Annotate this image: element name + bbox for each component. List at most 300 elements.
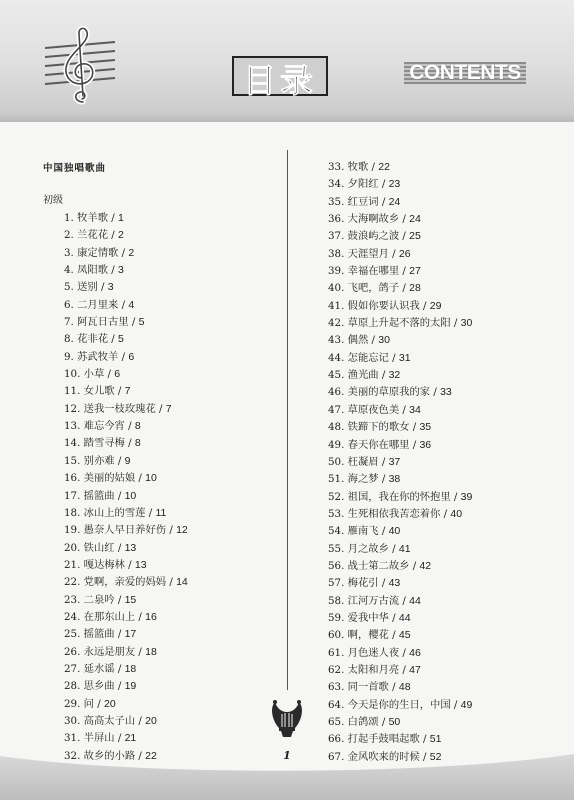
- toc-entry-title: 铁山红: [83, 541, 115, 554]
- toc-entry-title: 永远是朋友: [83, 645, 136, 658]
- toc-entry-separator: /: [118, 246, 129, 259]
- toc-entry-number: 2.: [64, 229, 74, 242]
- toc-entry-separator: /: [450, 317, 461, 330]
- toc-entry-page: 28: [409, 282, 421, 295]
- toc-entry: [64, 661, 273, 678]
- toc-entry-page: 40: [450, 507, 463, 520]
- toc-entry: [328, 523, 568, 540]
- toc-entry: [328, 194, 568, 211]
- toc-entry-number: 1.: [64, 212, 74, 224]
- toc-entry-number: 63.: [328, 681, 345, 694]
- toc-entry-page: 47: [409, 663, 421, 676]
- toc-entry-number: 28.: [64, 680, 81, 693]
- toc-entry: [64, 401, 273, 418]
- toc-entry-number: 11.: [64, 385, 81, 398]
- toc-entry-page: 19: [124, 680, 137, 693]
- toc-entry-number: 66.: [328, 733, 345, 746]
- toc-entry-title: 摇篮曲: [83, 489, 115, 502]
- toc-entry: [64, 383, 273, 400]
- toc-entry-title: 金风吹来的时候: [347, 750, 420, 763]
- toc-entry: [64, 678, 273, 695]
- toc-entry-number: 36.: [328, 213, 345, 226]
- toc-entry-title: 爱我中华: [347, 611, 389, 624]
- toc-entry-separator: /: [135, 749, 146, 762]
- toc-entry-page: 21: [124, 732, 137, 745]
- toc-entry-page: 36: [419, 438, 432, 451]
- toc-entry-separator: /: [378, 577, 389, 590]
- toc-entry: [328, 384, 568, 401]
- toc-entry-title: 二泉吟: [83, 593, 115, 606]
- toc-entry-separator: /: [450, 698, 461, 711]
- toc-entry-title: 月色迷人夜: [347, 646, 400, 659]
- toc-entry-title: 鼓浪屿之波: [347, 230, 400, 243]
- toc-entry-title: 苏武牧羊: [77, 350, 119, 363]
- toc-entry-page: 48: [398, 681, 411, 694]
- toc-entry-number: 51.: [328, 473, 345, 486]
- toc-entry-number: 64.: [328, 698, 345, 711]
- toc-entry-number: 25.: [64, 628, 81, 641]
- toc-entry-page: 7: [165, 402, 172, 415]
- toc-entry-separator: /: [104, 368, 115, 381]
- toc-entry-separator: /: [378, 195, 389, 208]
- toc-entry-number: 35.: [328, 195, 345, 208]
- toc-entry-separator: /: [419, 733, 430, 746]
- toc-entry-page: 3: [118, 264, 124, 277]
- toc-entry-page: 24: [388, 195, 401, 208]
- toc-entry-separator: /: [93, 697, 104, 710]
- toc-entry-number: 30.: [64, 714, 81, 727]
- toc-entry-page: 44: [409, 594, 421, 607]
- toc-entry: [64, 557, 273, 574]
- column-divider: [287, 150, 288, 690]
- toc-entry: [328, 489, 568, 506]
- level-title: 初级: [43, 195, 63, 206]
- toc-entry-page: 5: [118, 333, 124, 346]
- toc-entry-page: 10: [124, 489, 137, 502]
- toc-entry: [328, 263, 568, 280]
- toc-entry-separator: /: [114, 593, 125, 606]
- toc-entry: [64, 609, 273, 626]
- toc-entry-page: 11: [155, 506, 167, 519]
- toc-entry-separator: /: [450, 490, 461, 503]
- toc-entry: [64, 349, 273, 366]
- toc-entry-page: 30: [460, 317, 473, 330]
- toc-entry-title: 白鸽颂: [347, 716, 379, 728]
- toc-entry-page: 1: [118, 212, 124, 224]
- toc-entry-page: 40: [388, 525, 401, 538]
- toc-entry-separator: /: [399, 594, 410, 607]
- toc-entry: [328, 437, 568, 454]
- toc-entry-separator: /: [399, 282, 410, 295]
- toc-entry: [64, 453, 273, 470]
- toc-entry-separator: /: [430, 386, 441, 399]
- toc-entry-separator: /: [388, 681, 399, 694]
- toc-entry-title: 太阳和月亮: [347, 663, 400, 676]
- toc-entry-number: 41.: [328, 299, 345, 312]
- toc-entry-number: 46.: [328, 386, 345, 399]
- toc-entry-separator: /: [128, 316, 139, 329]
- toc-entry-separator: /: [378, 369, 389, 382]
- toc-entry: [64, 331, 273, 348]
- toc-entry-page: 20: [145, 714, 157, 727]
- toc-entry-separator: /: [97, 281, 108, 294]
- toc-entry: [328, 246, 568, 263]
- toc-entry-number: 55.: [328, 542, 345, 555]
- toc-entry-number: 15.: [64, 454, 81, 467]
- toc-entry: [328, 211, 568, 228]
- toc-right-column: [328, 159, 568, 766]
- toc-entry-number: 61.: [328, 646, 345, 659]
- toc-entry-number: 40.: [328, 282, 345, 295]
- toc-entry-title: 牧歌: [347, 161, 369, 173]
- toc-entry: [328, 176, 568, 193]
- toc-entry: [328, 610, 568, 627]
- toc-entry-page: 39: [460, 490, 473, 503]
- toc-entry-separator: /: [388, 247, 399, 260]
- toc-entry-page: 38: [388, 473, 401, 486]
- toc-entry-title: 愚奈人早日养好伤: [83, 524, 167, 537]
- toc-entry-number: 23.: [64, 593, 81, 606]
- toc-entry-page: 9: [124, 454, 131, 467]
- toc-entry-separator: /: [108, 264, 119, 277]
- toc-entry-number: 57.: [328, 577, 345, 590]
- toc-entry-number: 43.: [328, 334, 345, 347]
- toc-entry-page: 17: [124, 628, 137, 641]
- toc-entry-separator: /: [124, 437, 135, 450]
- toc-entry-number: 13.: [64, 420, 81, 433]
- toc-entry-title: 康定情歌: [77, 246, 119, 259]
- toc-entry-number: 19.: [64, 524, 81, 537]
- page-title-english: CONTENTS: [409, 61, 521, 84]
- toc-entry-separator: /: [399, 265, 410, 278]
- toc-entry-title: 海之梦: [347, 473, 379, 486]
- toc-entry-number: 22.: [64, 576, 81, 589]
- toc-entry-separator: /: [378, 455, 389, 468]
- toc-entry: [328, 697, 568, 714]
- toc-entry-title: 铁蹄下的歌女: [347, 421, 410, 434]
- toc-entry-number: 14.: [64, 437, 81, 450]
- toc-entry-number: 6.: [64, 298, 74, 311]
- toc-entry-page: 33: [440, 386, 452, 399]
- toc-entry-number: 45.: [328, 369, 345, 382]
- toc-entry: [64, 470, 273, 487]
- toc-entry: [328, 280, 568, 297]
- toc-entry-page: 26: [398, 247, 411, 260]
- toc-entry-number: 39.: [328, 265, 345, 278]
- toc-entry-separator: /: [118, 350, 129, 363]
- toc-entry-separator: /: [368, 161, 379, 173]
- toc-entry-number: 56.: [328, 559, 345, 572]
- toc-entry-number: 16.: [64, 472, 81, 485]
- toc-entry-separator: /: [419, 750, 430, 763]
- toc-entry: [64, 366, 273, 383]
- toc-entry-separator: /: [114, 732, 125, 745]
- toc-entry-page: 50: [388, 716, 401, 728]
- toc-entry-separator: /: [135, 472, 146, 485]
- toc-entry-page: 34: [409, 403, 421, 416]
- toc-entry: [328, 714, 568, 731]
- toc-entry-separator: /: [108, 333, 119, 346]
- toc-entry-separator: /: [378, 178, 389, 191]
- toc-entry-title: 生死相依我苦恋着你: [347, 507, 441, 520]
- toc-entry-page: 6: [114, 368, 121, 381]
- toc-entry: [328, 471, 568, 488]
- toc-entry-separator: /: [388, 542, 399, 555]
- title-box: [232, 56, 328, 100]
- toc-entry: [64, 435, 273, 452]
- toc-entry-title: 春天你在哪里: [347, 438, 410, 451]
- toc-entry: [64, 210, 273, 227]
- toc-entry-number: 20.: [64, 541, 81, 554]
- toc-entry-title: 红豆词: [347, 195, 379, 208]
- toc-entry-page: 2: [128, 246, 135, 259]
- toc-entry-number: 8.: [64, 333, 74, 346]
- toc-entry-page: 8: [134, 420, 141, 433]
- toc-entry-number: 10.: [64, 368, 81, 381]
- toc-entry-title: 渔光曲: [347, 369, 379, 382]
- toc-entry-page: 12: [176, 524, 188, 537]
- toc-entry-page: 29: [429, 299, 442, 312]
- toc-entry-page: 7: [124, 385, 131, 398]
- toc-entry-separator: /: [399, 230, 410, 243]
- toc-entry-separator: /: [399, 213, 410, 226]
- toc-entry-page: 46: [409, 646, 421, 659]
- toc-entry: [328, 402, 568, 419]
- toc-entry-title: 问: [83, 697, 94, 710]
- toc-entry-page: 2: [118, 229, 124, 242]
- toc-entry-title: 偶然: [347, 334, 369, 347]
- section-title: 中国独唱歌曲: [43, 163, 107, 174]
- toc-entry-page: 22: [145, 749, 157, 762]
- toc-entry-separator: /: [135, 645, 146, 658]
- toc-entry-page: 51: [429, 733, 442, 746]
- toc-entry-title: 啊，樱花: [347, 629, 389, 642]
- toc-entry-page: 32: [388, 369, 401, 382]
- toc-entry-number: 29.: [64, 697, 81, 710]
- toc-entry-number: 53.: [328, 507, 345, 520]
- toc-entry-separator: /: [108, 212, 119, 224]
- toc-entry-separator: /: [114, 385, 125, 398]
- toc-entry-title: 送我一枝玫瑰花: [83, 402, 156, 415]
- toc-entry-separator: /: [388, 629, 399, 642]
- toc-entry-title: 阿瓦日古里: [77, 316, 129, 329]
- toc-entry-page: 15: [124, 593, 137, 606]
- toc-entry-separator: /: [378, 716, 389, 728]
- toc-entry-title: 战士第二故乡: [347, 559, 410, 572]
- toc-entry-title: 延水谣: [83, 662, 115, 675]
- toc-entry: [64, 574, 273, 591]
- toc-entry: [328, 419, 568, 436]
- toc-entry-number: 59.: [328, 611, 345, 624]
- toc-entry-separator: /: [409, 438, 420, 451]
- toc-entry: [64, 626, 273, 643]
- toc-entry-page: 3: [107, 281, 114, 294]
- toc-entry-page: 31: [398, 351, 411, 364]
- toc-entry-number: 26.: [64, 645, 81, 658]
- toc-entry-separator: /: [118, 298, 129, 311]
- toc-entry-number: 9.: [64, 350, 74, 363]
- toc-entry-number: 54.: [328, 525, 345, 538]
- toc-entry-title: 冰山上的雪莲: [83, 506, 146, 519]
- toc-entry: [64, 262, 273, 279]
- toc-entry-page: 13: [134, 558, 147, 571]
- toc-entry-title: 别亦难: [83, 454, 115, 467]
- toc-entry-number: 42.: [328, 317, 345, 330]
- toc-entry-page: 30: [378, 334, 390, 347]
- page-title: 目录: [243, 61, 317, 100]
- toc-entry-title: 思乡曲: [83, 680, 115, 693]
- toc-entry-separator: /: [409, 559, 420, 572]
- toc-entry-page: 20: [103, 697, 116, 710]
- toc-entry-page: 43: [388, 577, 401, 590]
- toc-entry-title: 送别: [77, 281, 98, 294]
- toc-entry-title: 怎能忘记: [347, 351, 389, 364]
- toc-entry: [328, 298, 568, 315]
- toc-entry-title: 雁南飞: [347, 525, 379, 538]
- toc-entry: [64, 522, 273, 539]
- toc-entry-page: 18: [145, 645, 157, 658]
- toc-entry-title: 党啊，亲爱的妈妈: [83, 576, 167, 589]
- toc-entry-page: 44: [398, 611, 411, 624]
- toc-entry-page: 49: [460, 698, 473, 711]
- toc-entry-title: 幸福在哪里: [347, 265, 400, 278]
- toc-entry-number: 5.: [64, 281, 74, 294]
- toc-entry-title: 牧羊歌: [77, 212, 108, 224]
- toc-entry: [64, 713, 273, 730]
- toc-entry-page: 37: [388, 455, 401, 468]
- toc-entry: [328, 679, 568, 696]
- toc-entry-number: 65.: [328, 716, 345, 728]
- toc-entry-separator: /: [368, 334, 379, 347]
- toc-entry-separator: /: [388, 611, 399, 624]
- toc-entry-title: 江河万古流: [347, 594, 400, 607]
- toc-entry-title: 同一首歌: [347, 681, 389, 694]
- toc-entry: [328, 315, 568, 332]
- toc-entry-title: 在那东山上: [83, 610, 136, 623]
- toc-entry: [328, 454, 568, 471]
- toc-entry-separator: /: [114, 662, 125, 675]
- toc-entry-separator: /: [124, 420, 135, 433]
- toc-entry: [64, 505, 273, 522]
- toc-entry-title: 草原夜色美: [347, 403, 400, 416]
- toc-entry: [328, 645, 568, 662]
- toc-entry-separator: /: [409, 421, 420, 434]
- toc-entry-title: 女儿歌: [83, 385, 115, 398]
- toc-entry-separator: /: [124, 558, 135, 571]
- toc-entry-page: 35: [419, 421, 432, 434]
- toc-entry: [328, 593, 568, 610]
- toc-entry-title: 梅花引: [347, 577, 379, 590]
- toc-entry-number: 4.: [64, 264, 74, 277]
- toc-entry: [64, 696, 273, 713]
- toc-entry-title: 祖国，我在你的怀抱里: [347, 490, 451, 503]
- toc-entry: [64, 314, 273, 331]
- toc-entry-separator: /: [388, 351, 399, 364]
- toc-entry-separator: /: [440, 507, 451, 520]
- toc-entry-title: 月之故乡: [347, 542, 389, 555]
- lyre-icon: [267, 698, 307, 740]
- toc-entry-page: 23: [388, 178, 401, 191]
- toc-entry-page: 22: [378, 161, 390, 173]
- toc-entry-page: 10: [145, 472, 157, 485]
- toc-entry-page: 18: [124, 662, 137, 675]
- toc-entry-number: 58.: [328, 594, 345, 607]
- toc-entry-number: 17.: [64, 489, 81, 502]
- toc-entry-separator: /: [114, 489, 125, 502]
- toc-entry-number: 32.: [64, 749, 81, 762]
- footer-band: [0, 736, 574, 800]
- toc-entry-separator: /: [378, 473, 389, 486]
- toc-entry-title: 难忘今宵: [83, 420, 125, 433]
- toc-entry-number: 47.: [328, 403, 345, 416]
- toc-entry-number: 31.: [64, 732, 81, 745]
- toc-entry-page: 45: [398, 629, 411, 642]
- toc-entry-title: 夕阳红: [347, 178, 379, 191]
- toc-entry-page: 42: [419, 559, 432, 572]
- toc-entry: [328, 541, 568, 558]
- toc-entry-title: 故乡的小路: [83, 749, 136, 762]
- toc-entry: [328, 367, 568, 384]
- contents-banner: [404, 62, 526, 84]
- toc-entry: [328, 159, 568, 176]
- toc-entry: [328, 332, 568, 349]
- toc-right-list: [328, 159, 568, 766]
- toc-entry: [328, 627, 568, 644]
- toc-entry-number: 62.: [328, 663, 345, 676]
- toc-entry-number: 24.: [64, 610, 81, 623]
- toc-entry-page: 41: [398, 542, 411, 555]
- toc-entry: [64, 279, 273, 296]
- toc-entry-title: 摇篮曲: [83, 628, 115, 641]
- toc-entry-separator: /: [114, 680, 125, 693]
- toc-left-column: [43, 159, 273, 765]
- toc-entry-title: 小草: [83, 368, 105, 381]
- toc-entry-page: 27: [409, 265, 421, 278]
- toc-entry-title: 踏雪寻梅: [83, 437, 125, 450]
- toc-entry-title: 天涯望月: [347, 247, 389, 260]
- toc-entry-separator: /: [114, 541, 125, 554]
- toc-entry-number: 67.: [328, 750, 345, 763]
- toc-entry-title: 飞吧，鸽子: [347, 282, 400, 295]
- toc-entry-page: 4: [128, 298, 135, 311]
- toc-entry-number: 38.: [328, 247, 345, 260]
- toc-entry-title: 半屏山: [83, 732, 115, 745]
- toc-entry-number: 33.: [328, 161, 345, 173]
- toc-entry-title: 假如你要认识我: [347, 299, 420, 312]
- toc-entry-number: 12.: [64, 402, 81, 415]
- page-number: 1: [283, 749, 291, 762]
- toc-entry-page: 25: [409, 230, 421, 243]
- treble-clef-icon: [45, 26, 115, 106]
- toc-entry-page: 13: [124, 541, 137, 554]
- toc-entry-separator: /: [166, 524, 177, 537]
- toc-entry-number: 50.: [328, 455, 345, 468]
- toc-entry-separator: /: [155, 402, 166, 415]
- toc-entry-title: 美丽的姑娘: [83, 472, 136, 485]
- toc-entry-separator: /: [399, 663, 410, 676]
- toc-entry-number: 7.: [64, 316, 74, 329]
- toc-entry: [328, 558, 568, 575]
- toc-entry-title: 二月里来: [77, 298, 119, 311]
- toc-entry-number: 60.: [328, 629, 345, 642]
- toc-entry: [64, 418, 273, 435]
- toc-entry-title: 花非花: [77, 333, 108, 346]
- toc-entry-page: 52: [429, 750, 442, 763]
- toc-entry: [64, 245, 273, 262]
- toc-entry-separator: /: [166, 576, 177, 589]
- toc-entry-separator: /: [108, 229, 119, 242]
- toc-entry: [328, 228, 568, 245]
